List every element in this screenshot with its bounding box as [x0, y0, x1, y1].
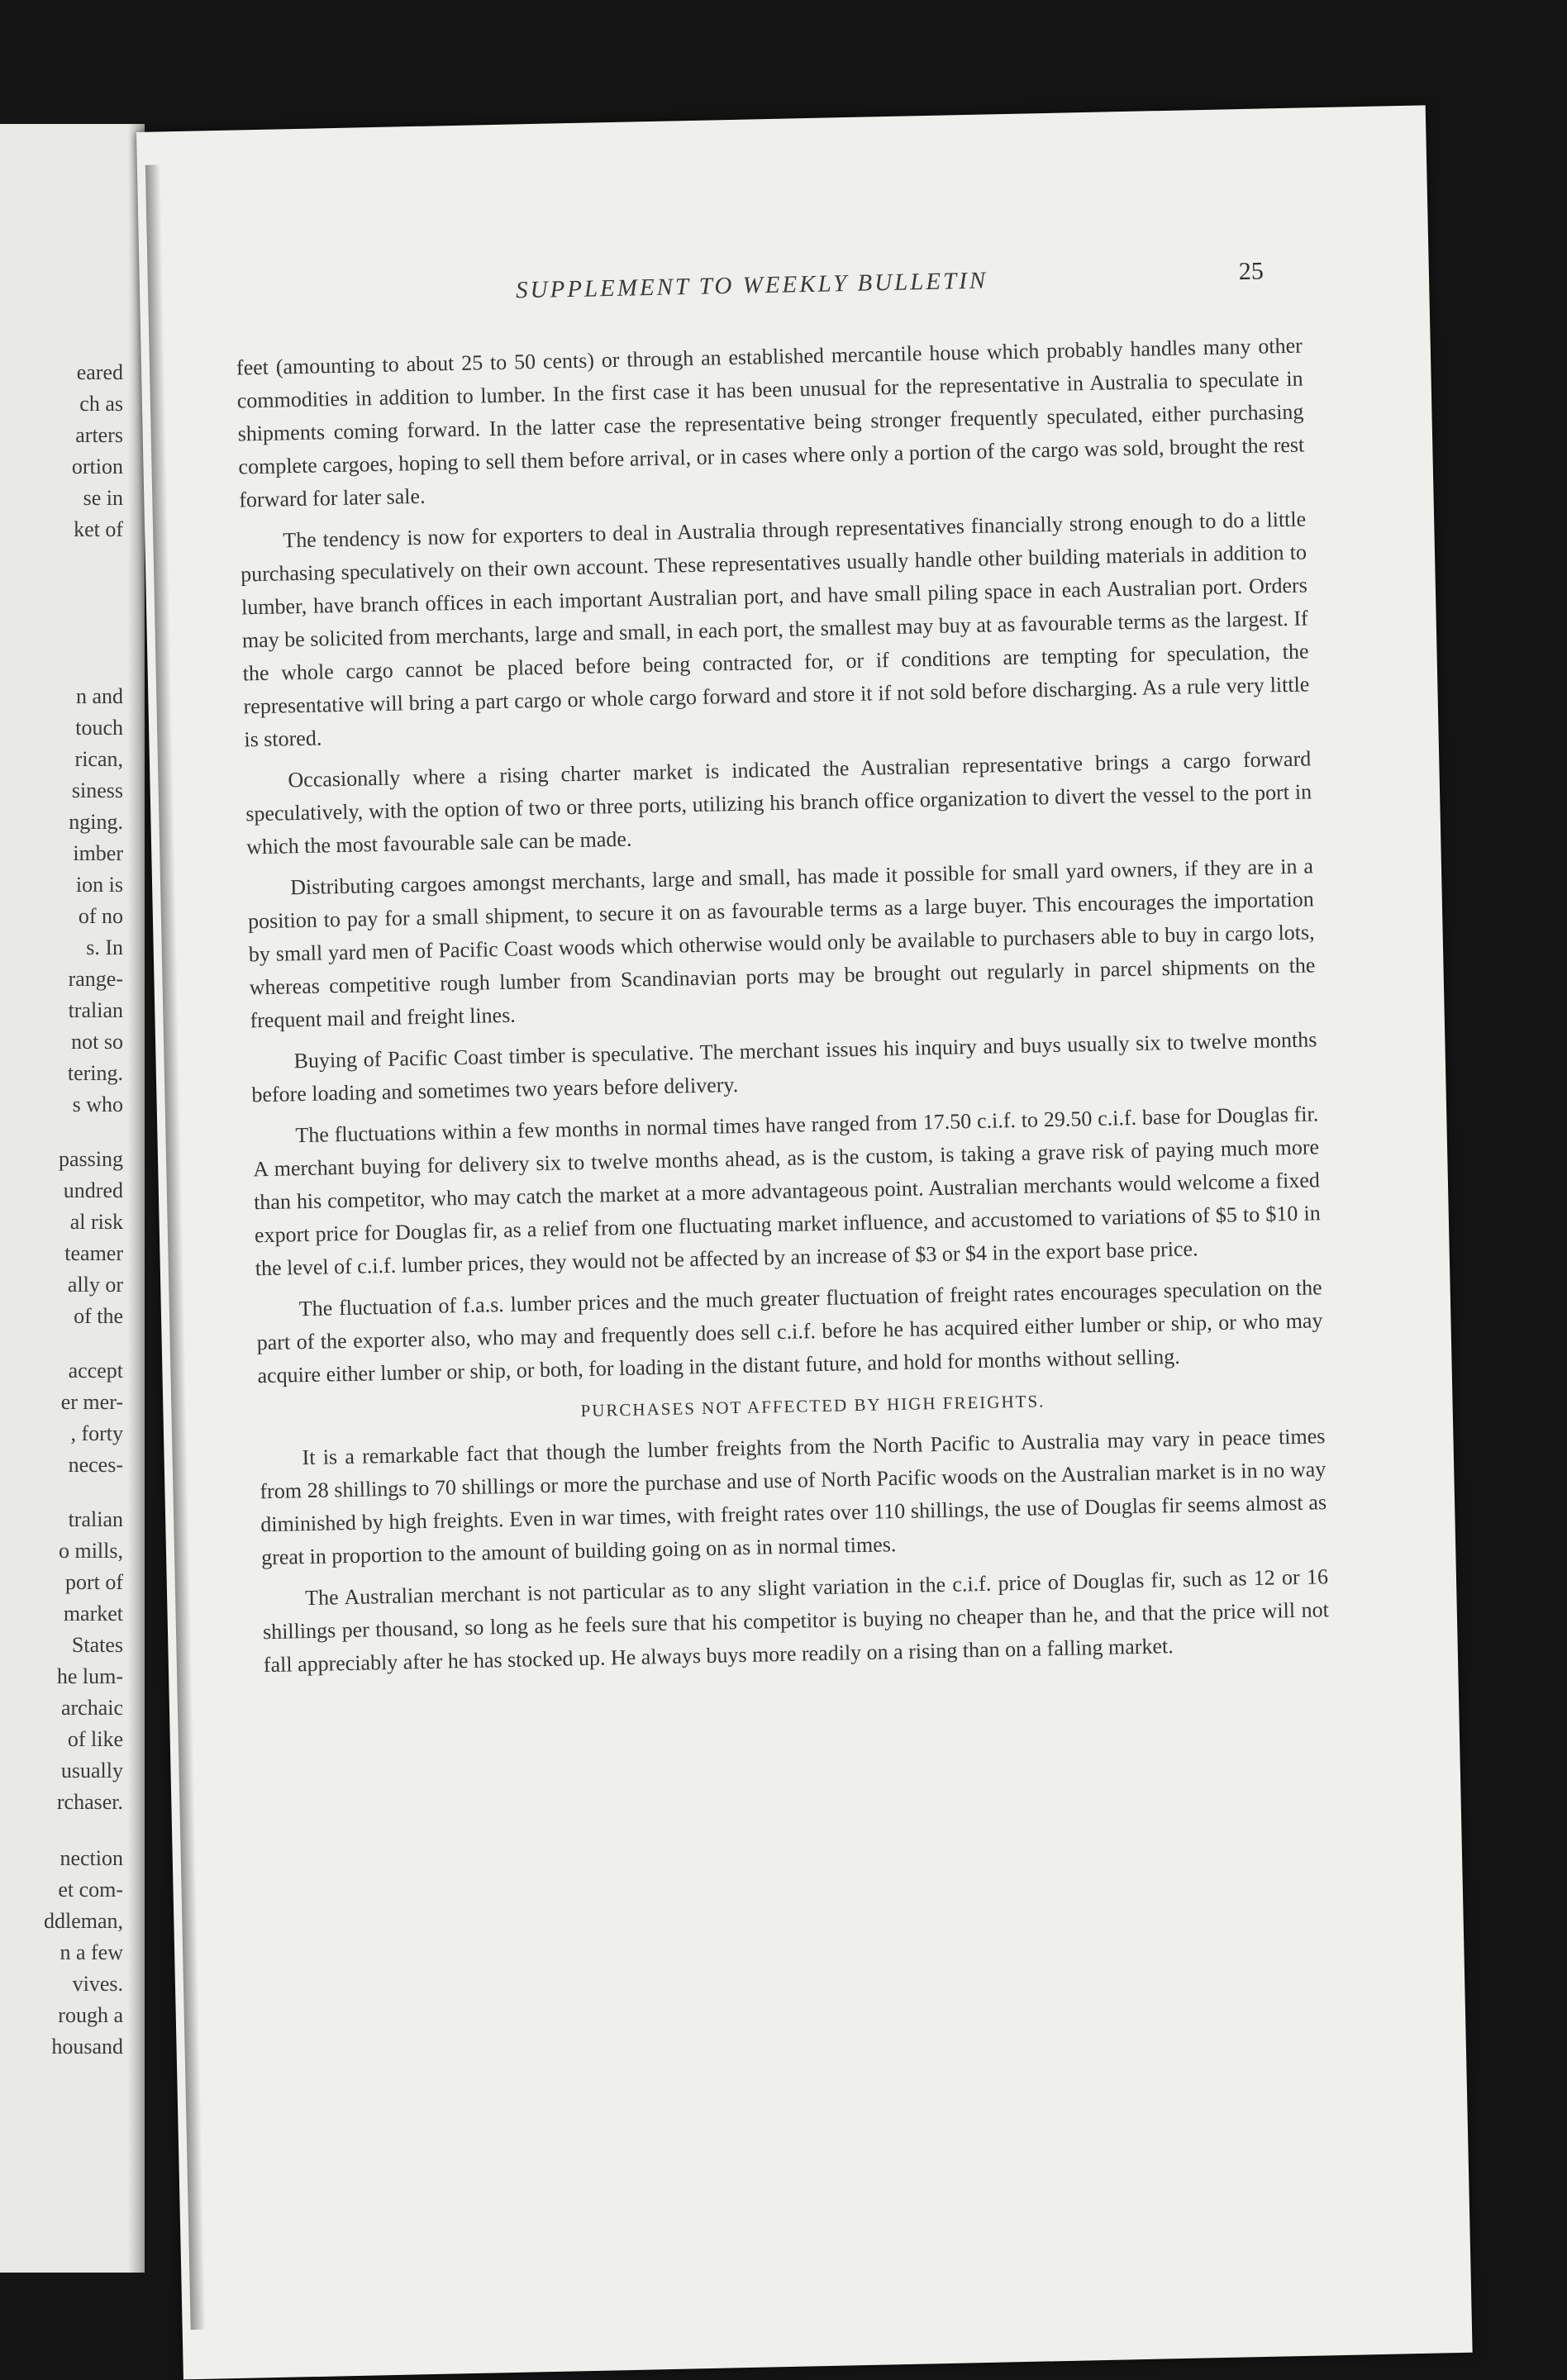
- left-fragment: o mills,: [58, 1539, 123, 1563]
- left-fragment: undred: [63, 1178, 123, 1202]
- page-number: 25: [1238, 257, 1265, 286]
- body-text: [236, 330, 1331, 1691]
- left-fragment: rchaser.: [56, 1790, 123, 1814]
- left-fragment: passing: [59, 1147, 123, 1171]
- left-fragment: touch: [75, 716, 123, 740]
- left-fragment: er mer-: [60, 1390, 123, 1414]
- left-fragment: al risk: [69, 1210, 123, 1234]
- right-page: [136, 105, 1473, 2379]
- left-fragment: arters: [75, 423, 123, 447]
- left-fragment: rough a: [58, 2003, 123, 2027]
- left-fragment: ket of: [74, 517, 123, 541]
- left-fragment: , forty: [70, 1421, 123, 1445]
- paragraph: The fluctuations within a few months in normal times have ranged from 17.50 c.i.f. to 29.50 c.i.f. base for Douglas fir. A merchant buying for delivery six to twelve months ahead, as is the custom, is taking a grave risk of paying much more than his competitor, who may catch the market at a more advantageous point. Australian merchants would welcome a fixed export price for Douglas fir, as a relief from one fluctuating market influence, and accustomed to variations of $5 to $10 in the level of c.i.f. lumber prices, they would not be affected by an increase of $3 or $4 in the export base price.: [253, 1102, 1322, 1281]
- left-fragment: housand: [51, 2035, 123, 2059]
- left-fragment: nging.: [69, 810, 123, 834]
- left-fragment: rican,: [74, 747, 123, 771]
- paragraph: It is a remarkable fact that though the lumber freights from the North Pacific to Australia may vary in peace times from 28 shillings to 70 shillings or more the purchase and use of North Pacific woods on the Australian market is in no way diminished by high freights. Even in war times, with freight rates over 110 shillings, the use of Douglas fir seems almost as great in proportion to the amount of building going on as in normal times.: [260, 1424, 1327, 1570]
- paragraph: The tendency is now for exporters to deal in Australia through representatives financially strong enough to do a little purchasing speculatively on their own account. These representatives usually handle other building materials in addition to lumber, have branch offices in each important Australian port, and have small piling space in each Australian port. Orders may be solicited from merchants, large and small, in each port, the smallest may buy at as favourable terms as the largest. If the whole cargo cannot be placed before being contracted for, or if conditions are tempting for speculation, the representative will bring a part cargo or whole cargo forward and store it if not sold before discharging. As a rule very little is stored.: [240, 507, 1310, 752]
- left-fragment: range-: [68, 967, 123, 991]
- paragraph: Buying of Pacific Coast timber is speculative. The merchant issues his inquiry and buys usually six to twelve months before loading and sometimes two years before delivery.: [251, 1027, 1317, 1107]
- left-fragment: teamer: [64, 1241, 123, 1265]
- left-fragment: of no: [78, 904, 123, 928]
- left-fragment: ortion: [71, 455, 123, 478]
- left-page-edge: [0, 124, 145, 2273]
- left-fragment: nection: [60, 1846, 123, 1870]
- left-fragment: usually: [60, 1759, 123, 1783]
- left-fragment: ddleman,: [43, 1909, 123, 1933]
- paragraph: Occasionally where a rising charter market is indicated the Australian representative brings a cargo forward speculatively, with the option of two or three ports, utilizing his branch office organization to divert the vessel to the port in which the most favourable sale can be made.: [245, 746, 1312, 859]
- left-fragment: of the: [74, 1304, 123, 1328]
- paragraph: Distributing cargoes amongst merchants, large and small, has made it possible for small yard owners, if they are in a position to pay for a small shipment, to secure it on as favourable terms as a large buyer. This encourages the importation by small yard men of Pacific Coast woods which otherwise would only be available to purchasers able to buy in cargo lots, whereas competitive rough lumber from Scandinavian ports may be brought out regularly in parcel shipments on the frequent mail and freight lines.: [247, 854, 1316, 1033]
- left-fragment: siness: [71, 778, 123, 802]
- left-fragment: States: [71, 1633, 123, 1657]
- left-fragment: imber: [73, 841, 123, 865]
- section-heading: PURCHASES NOT AFFECTED BY HIGH FREIGHTS.: [580, 1391, 1045, 1421]
- left-fragment: tering.: [67, 1061, 123, 1085]
- left-fragment: ion is: [75, 873, 123, 897]
- left-fragment: vives.: [72, 1972, 123, 1996]
- left-fragment: ally or: [67, 1273, 123, 1297]
- left-fragment: neces-: [68, 1453, 123, 1477]
- left-fragment: he lum-: [56, 1664, 123, 1688]
- left-fragment: tralian: [68, 998, 123, 1022]
- left-fragment: archaic: [60, 1696, 123, 1720]
- left-fragment: tralian: [68, 1507, 123, 1531]
- left-fragment: ch as: [79, 392, 123, 416]
- left-fragment: port of: [64, 1570, 123, 1594]
- left-fragment: market: [63, 1602, 123, 1626]
- left-fragment: n and: [75, 684, 123, 708]
- left-fragment: se in: [83, 486, 123, 510]
- left-fragment: s. In: [86, 935, 123, 959]
- running-header: SUPPLEMENT TO WEEKLY BULLETIN: [515, 267, 988, 304]
- left-fragment: accept: [68, 1359, 123, 1383]
- left-fragment: et com-: [58, 1878, 123, 1902]
- left-fragment: n a few: [60, 1940, 123, 1964]
- paragraph: The Australian merchant is not particular as to any slight variation in the c.i.f. price of Douglas fir, such as 12 or 16 shillings per thousand, so long as he feels sure that his competitor is buying no cheaper than he, and that the price will not fall appreciably after he has stocked up. He always buys more readily on a rising than on a falling market.: [262, 1564, 1330, 1678]
- left-fragment: of like: [67, 1727, 123, 1751]
- left-fragment: s who: [72, 1092, 123, 1116]
- left-fragment: not so: [71, 1030, 123, 1054]
- left-fragment: eared: [76, 360, 123, 384]
- paragraph: feet (amounting to about 25 to 50 cents) or through an established mercantile house which probably handles many other commodities in addition to lumber. In the first case it has been unusual for the representative in Australia to speculate in shipments coming forward. In the latter case the representative being stronger frequently speculated, either purchasing complete cargoes, hoping to sell them before arrival, or in cases where only a portion of the cargo was sold, brought the rest forward for later sale.: [236, 333, 1305, 512]
- page-spine-shadow: [145, 164, 206, 2330]
- paragraph: The fluctuation of f.a.s. lumber prices and the much greater fluctuation of freight rates encourages speculation on the part of the exporter also, who may and frequently does sell c.i.f. before he has acquired either lumber or ship, or who may acquire either lumber or ship, or both, for loading in the distant future, and hold for months without selling.: [256, 1275, 1323, 1388]
